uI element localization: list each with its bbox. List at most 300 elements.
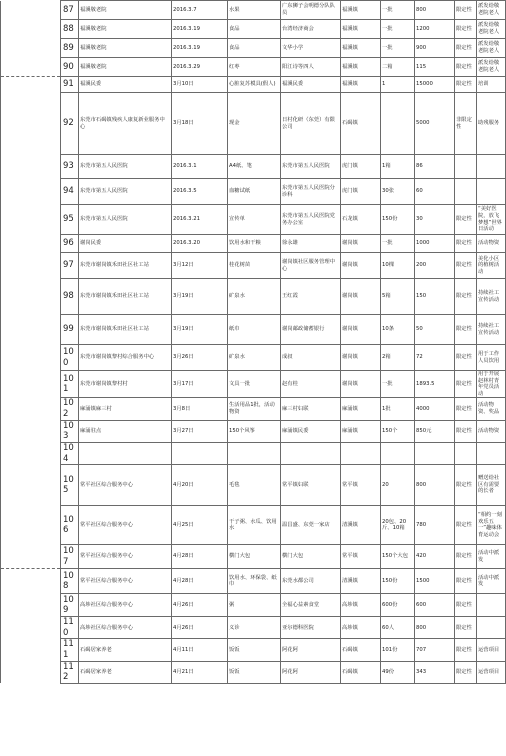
donor-name: 阿花阿	[281, 639, 341, 661]
donated-item: 食品	[228, 20, 281, 39]
beneficiary-unit: 福溪民委	[79, 77, 172, 93]
quantity: 150份	[381, 205, 415, 235]
section-spacer	[1, 1, 61, 20]
usage-type: 限定性	[455, 569, 477, 594]
donation-date: 3月18日	[172, 93, 228, 155]
table-row	[1, 661, 506, 683]
row-number: 90	[61, 58, 79, 77]
amount: 707	[415, 639, 455, 661]
receiving-town: 福溪镇	[341, 20, 381, 39]
donated-item: A4纸、笔	[228, 155, 281, 179]
amount: 800	[415, 465, 455, 506]
table-row	[1, 545, 506, 569]
amount: 800	[415, 617, 455, 639]
section-spacer	[1, 93, 61, 155]
beneficiary-unit: 高埗社区综合服务中心	[79, 617, 172, 639]
remark: 派发给敬老院老人	[477, 1, 506, 20]
remark: 活动物资	[477, 420, 506, 442]
amount: 72	[415, 345, 455, 371]
section-spacer	[1, 253, 61, 279]
row-number: 112	[61, 661, 79, 683]
amount: 60	[415, 179, 455, 205]
remark: 持续社工宣传活动	[477, 315, 506, 345]
donated-item	[228, 442, 281, 464]
usage-type: 限定性	[455, 39, 477, 58]
quantity: 一批	[381, 1, 415, 20]
donated-item: 水果	[228, 1, 281, 20]
donated-item: 血糖试纸	[228, 179, 281, 205]
row-number: 98	[61, 279, 79, 315]
usage-type: 限定性	[455, 58, 477, 77]
donation-date: 4月26日	[172, 594, 228, 617]
row-number: 101	[61, 371, 79, 398]
amount: 800	[415, 1, 455, 20]
donation-date: 4月28日	[172, 545, 228, 569]
quantity: 30张	[381, 179, 415, 205]
remark: 派发给敬老院老人	[477, 20, 506, 39]
donation-date: 2016.3.19	[172, 39, 228, 58]
receiving-town: 谢岗镇	[341, 253, 381, 279]
table-row	[1, 617, 506, 639]
row-number: 96	[61, 235, 79, 253]
quantity: 101份	[381, 639, 415, 661]
donated-item: 矿泉水	[228, 279, 281, 315]
row-number: 102	[61, 398, 79, 420]
donation-date: 4月11日	[172, 639, 228, 661]
section-spacer	[1, 179, 61, 205]
amount: 30	[415, 205, 455, 235]
usage-type: 限定性	[455, 371, 477, 398]
section-spacer	[1, 545, 61, 569]
section-spacer	[1, 315, 61, 345]
row-number: 106	[61, 506, 79, 545]
remark: 赠送给社区有需要的长者	[477, 465, 506, 506]
receiving-town: 福溪镇	[341, 77, 381, 93]
usage-type: 限定性	[455, 1, 477, 20]
donated-item: 饮用水和干粮	[228, 235, 281, 253]
section-spacer	[1, 371, 61, 398]
beneficiary-unit: 福溪敬老院	[79, 20, 172, 39]
receiving-town: 谢岗镇	[341, 371, 381, 398]
receiving-town: 高埗镇	[341, 617, 381, 639]
donor-name: 谢岗镇社区服务管理中心	[281, 253, 341, 279]
row-number: 95	[61, 205, 79, 235]
donor-name: 徐永雄	[281, 235, 341, 253]
row-number: 111	[61, 639, 79, 661]
section-spacer	[1, 345, 61, 371]
amount: 1500	[415, 569, 455, 594]
beneficiary-unit: 福溪敬老院	[79, 58, 172, 77]
table-row	[1, 253, 506, 279]
beneficiary-unit: 东莞市谢岗镇禾田社区社工站	[79, 279, 172, 315]
usage-type: 限定性	[455, 639, 477, 661]
row-number: 91	[61, 77, 79, 93]
donation-date: 4月28日	[172, 569, 228, 594]
usage-type: 限定性	[455, 594, 477, 617]
usage-type	[455, 179, 477, 205]
row-number: 94	[61, 179, 79, 205]
donated-item: 红枣	[228, 58, 281, 77]
row-number: 109	[61, 594, 79, 617]
table-row	[1, 420, 506, 442]
quantity: 20包、20斤、10箱	[381, 506, 415, 545]
table-row	[1, 155, 506, 179]
quantity: 10棵	[381, 253, 415, 279]
table-row	[1, 1, 506, 20]
donation-date: 2016.3.21	[172, 205, 228, 235]
beneficiary-unit: 东莞市谢岗镇禾田社区社工站	[79, 253, 172, 279]
donated-item: 横门大包	[228, 545, 281, 569]
quantity: 150个大包	[381, 545, 415, 569]
receiving-town: 高埗镇	[341, 594, 381, 617]
remark: 派发给敬老院老人	[477, 58, 506, 77]
beneficiary-unit: 石碣居家养老	[79, 639, 172, 661]
usage-type: 限定性	[455, 205, 477, 235]
donor-name: 东莞市第五人民医院	[281, 155, 341, 179]
donation-date: 3月19日	[172, 315, 228, 345]
row-number: 100	[61, 345, 79, 371]
beneficiary-unit: 高埗社区综合服务中心	[79, 594, 172, 617]
quantity: 二箱	[381, 58, 415, 77]
quantity: 一批	[381, 371, 415, 398]
donated-item: 粥	[228, 594, 281, 617]
remark	[477, 594, 506, 617]
section-spacer	[1, 465, 61, 506]
section-spacer	[1, 235, 61, 253]
amount: 1893.5	[415, 371, 455, 398]
receiving-town: 福溪镇	[341, 58, 381, 77]
donation-date	[172, 442, 228, 464]
donation-date: 3月26日	[172, 345, 228, 371]
donated-item: 生活用品1批，活动物资	[228, 398, 281, 420]
beneficiary-unit: 福溪敬老院	[79, 1, 172, 20]
remark: 用于工作人员饮用	[477, 345, 506, 371]
section-spacer	[1, 20, 61, 39]
donor-name: 阿花阿	[281, 661, 341, 683]
quantity: 49份	[381, 661, 415, 683]
donation-date: 4月25日	[172, 506, 228, 545]
donated-item: 宣传单	[228, 205, 281, 235]
row-number: 99	[61, 315, 79, 345]
donation-date: 2016.3.20	[172, 235, 228, 253]
section-spacer	[1, 569, 61, 594]
donor-name: 谢岗邮政储蓄银行	[281, 315, 341, 345]
usage-type: 限定性	[455, 253, 477, 279]
table-row	[1, 58, 506, 77]
quantity: 150份	[381, 569, 415, 594]
table-row	[1, 315, 506, 345]
row-number: 92	[61, 93, 79, 155]
section-spacer	[1, 506, 61, 545]
remark	[477, 617, 506, 639]
donor-name: 福溪民委	[281, 77, 341, 93]
amount: 600	[415, 594, 455, 617]
receiving-town: 清溪镇	[341, 506, 381, 545]
row-number: 105	[61, 465, 79, 506]
remark: 美化小区的植树活动	[477, 253, 506, 279]
receiving-town	[341, 442, 381, 464]
receiving-town: 虎门镇	[341, 155, 381, 179]
donated-item: 现金	[228, 93, 281, 155]
usage-type	[455, 155, 477, 179]
table-row	[1, 442, 506, 464]
donor-name: 阳江诗等四人	[281, 58, 341, 77]
row-number: 107	[61, 545, 79, 569]
donation-date: 2016.3.1	[172, 155, 228, 179]
beneficiary-unit: 福溪敬老院	[79, 39, 172, 58]
donation-date: 3月8日	[172, 398, 228, 420]
amount: 1000	[415, 235, 455, 253]
usage-type: 限定性	[455, 235, 477, 253]
receiving-town: 石碣镇	[341, 93, 381, 155]
donation-date: 3月10日	[172, 77, 228, 93]
donor-name: 文华小学	[281, 39, 341, 58]
table-row	[1, 465, 506, 506]
row-number: 103	[61, 420, 79, 442]
donation-date: 2016.3.29	[172, 58, 228, 77]
amount: 50	[415, 315, 455, 345]
row-number: 89	[61, 39, 79, 58]
amount: 850元	[415, 420, 455, 442]
amount: 150	[415, 279, 455, 315]
amount: 5000	[415, 93, 455, 155]
usage-type: 限定性	[455, 617, 477, 639]
quantity: 2箱	[381, 345, 415, 371]
remark: 活动中派发	[477, 545, 506, 569]
beneficiary-unit: 东莞市石碣镇残疾人康复新业服务中心	[79, 93, 172, 155]
donation-date: 2016.3.7	[172, 1, 228, 20]
row-number: 93	[61, 155, 79, 179]
beneficiary-unit: 常平社区综合服务中心	[79, 506, 172, 545]
donated-item: 饭饭	[228, 639, 281, 661]
row-number: 110	[61, 617, 79, 639]
row-number: 88	[61, 20, 79, 39]
donor-name: 横门大包	[281, 545, 341, 569]
amount: 900	[415, 39, 455, 58]
table-row	[1, 205, 506, 235]
donor-name: 全福心益素食堂	[281, 594, 341, 617]
receiving-town: 常平镇	[341, 465, 381, 506]
receiving-town: 福溪镇	[341, 1, 381, 20]
section-spacer	[1, 639, 61, 661]
table-row	[1, 179, 506, 205]
receiving-town: 谢岗镇	[341, 345, 381, 371]
table-row	[1, 93, 506, 155]
remark	[477, 442, 506, 464]
remark: “相约一刻 欢乐五一”趣味体育运动会	[477, 506, 506, 545]
table-row	[1, 20, 506, 39]
beneficiary-unit: 东莞市第五人民医院	[79, 179, 172, 205]
donated-item: 桂花树苗	[228, 253, 281, 279]
amount: 780	[415, 506, 455, 545]
usage-type: 限定性	[455, 398, 477, 420]
receiving-town: 常平镇	[341, 545, 381, 569]
donor-name: 赵有桂	[281, 371, 341, 398]
remark: 持续社工宣传活动	[477, 279, 506, 315]
section-spacer	[1, 398, 61, 420]
beneficiary-unit: 东莞市第五人民医院	[79, 155, 172, 179]
usage-type: 非限定性	[455, 93, 477, 155]
receiving-town: 谢岗镇	[341, 235, 381, 253]
usage-type: 限定性	[455, 420, 477, 442]
quantity: 一批	[381, 20, 415, 39]
receiving-town: 麻涌镇	[341, 420, 381, 442]
beneficiary-unit: 常平社区综合服务中心	[79, 569, 172, 594]
section-spacer	[1, 594, 61, 617]
usage-type: 限定性	[455, 20, 477, 39]
receiving-town: 石龙镇	[341, 205, 381, 235]
donor-name: 日村化研（东莞）有限公司	[281, 93, 341, 155]
donation-date: 2016.3.19	[172, 20, 228, 39]
donation-date: 4月26日	[172, 617, 228, 639]
amount: 115	[415, 58, 455, 77]
table-row	[1, 77, 506, 93]
table-row	[1, 398, 506, 420]
remark: 助残服务	[477, 93, 506, 155]
table-row	[1, 371, 506, 398]
section-spacer	[1, 77, 61, 93]
remark: 活动物资	[477, 235, 506, 253]
quantity: 20	[381, 465, 415, 506]
donor-name: 东莞市第五人民医院党务办公室	[281, 205, 341, 235]
beneficiary-unit: 石碣居家养老	[79, 661, 172, 683]
quantity: 一批	[381, 39, 415, 58]
section-spacer	[1, 442, 61, 464]
usage-type: 限定性	[455, 545, 477, 569]
quantity: 1批	[381, 398, 415, 420]
receiving-town: 石碣镇	[341, 639, 381, 661]
donation-date: 3月27日	[172, 420, 228, 442]
donated-item: 食品	[228, 39, 281, 58]
beneficiary-unit: 东莞市谢岗镇黎村村	[79, 371, 172, 398]
donor-name: 温昌盛、东莞一家店	[281, 506, 341, 545]
donor-name: 成叔	[281, 345, 341, 371]
quantity: 一批	[381, 235, 415, 253]
receiving-town: 谢岗镇	[341, 315, 381, 345]
beneficiary-unit: 谢岗民委	[79, 235, 172, 253]
section-spacer	[1, 205, 61, 235]
remark: 培训	[477, 77, 506, 93]
usage-type: 限定性	[455, 77, 477, 93]
section-spacer	[1, 617, 61, 639]
remark: 派发给敬老院老人	[477, 39, 506, 58]
donated-item: 干子粥、水瓜、饮用水	[228, 506, 281, 545]
section-spacer	[1, 39, 61, 58]
remark: 活动物资、奖品	[477, 398, 506, 420]
table-row	[1, 345, 506, 371]
table-row	[1, 235, 506, 253]
donated-item: 矿泉水	[228, 345, 281, 371]
usage-type: 限定性	[455, 345, 477, 371]
row-number: 87	[61, 1, 79, 20]
remark	[477, 179, 506, 205]
beneficiary-unit: 常平社区综合服务中心	[79, 545, 172, 569]
usage-type: 限定性	[455, 279, 477, 315]
quantity: 1	[381, 77, 415, 93]
quantity: 5箱	[381, 279, 415, 315]
donation-date: 3月17日	[172, 371, 228, 398]
remark: 用于开展赵林村青年党员活动	[477, 371, 506, 398]
amount	[415, 442, 455, 464]
receiving-town: 清溪镇	[341, 569, 381, 594]
donated-item: 150个风筝	[228, 420, 281, 442]
row-number: 108	[61, 569, 79, 594]
amount: 1200	[415, 20, 455, 39]
section-spacer	[1, 155, 61, 179]
donated-item: 饮用水、环保袋、纸巾	[228, 569, 281, 594]
beneficiary-unit: 东莞市谢岗镇禾田社区社工站	[79, 315, 172, 345]
section-spacer	[1, 279, 61, 315]
donation-date: 4月20日	[172, 465, 228, 506]
section-spacer	[1, 420, 61, 442]
donor-name: 东莞水都公司	[281, 569, 341, 594]
donor-name: 麻涌镇民委	[281, 420, 341, 442]
remark: 活动中派发	[477, 569, 506, 594]
amount: 200	[415, 253, 455, 279]
quantity: 1箱	[381, 155, 415, 179]
donor-name: 东莞市第五人民医院分诊科	[281, 179, 341, 205]
donor-name: 王红霞	[281, 279, 341, 315]
donated-item: 纸巾	[228, 315, 281, 345]
quantity	[381, 93, 415, 155]
row-number: 104	[61, 442, 79, 464]
usage-type: 限定性	[455, 506, 477, 545]
table-row	[1, 639, 506, 661]
quantity: 60人	[381, 617, 415, 639]
quantity: 10条	[381, 315, 415, 345]
beneficiary-unit	[79, 442, 172, 464]
table-row	[1, 39, 506, 58]
amount: 15000	[415, 77, 455, 93]
table-row	[1, 594, 506, 617]
donor-name: 麻三村妇联	[281, 398, 341, 420]
donated-item: 心脏复苏模具(假人)	[228, 77, 281, 93]
row-number: 97	[61, 253, 79, 279]
remark: 运营项目	[477, 661, 506, 683]
donation-date: 2016.3.5	[172, 179, 228, 205]
table-row	[1, 279, 506, 315]
donor-name	[281, 442, 341, 464]
donor-name: 常平镇妇联	[281, 465, 341, 506]
donated-item: 饭饭	[228, 661, 281, 683]
beneficiary-unit: 麻涌驻点	[79, 420, 172, 442]
usage-type: 限定性	[455, 661, 477, 683]
donor-name: 广东狮子会明德分队队员	[281, 1, 341, 20]
beneficiary-unit: 东莞市谢岗镇黎村综合服务中心	[79, 345, 172, 371]
remark	[477, 155, 506, 179]
quantity: 150个	[381, 420, 415, 442]
usage-type	[455, 442, 477, 464]
remark: 运营项目	[477, 639, 506, 661]
donor-name: 台湾经济商会	[281, 20, 341, 39]
donated-item: 义诊	[228, 617, 281, 639]
donor-name: 亚尔德科医院	[281, 617, 341, 639]
amount: 420	[415, 545, 455, 569]
donation-date: 3月12日	[172, 253, 228, 279]
section-spacer	[1, 58, 61, 77]
receiving-town: 虎门镇	[341, 179, 381, 205]
beneficiary-unit: 麻涌镇麻三村	[79, 398, 172, 420]
quantity: 600份	[381, 594, 415, 617]
donated-item: 毛毯	[228, 465, 281, 506]
receiving-town: 石碣镇	[341, 661, 381, 683]
usage-type: 限定性	[455, 465, 477, 506]
usage-type: 限定性	[455, 315, 477, 345]
receiving-town: 谢岗镇	[341, 279, 381, 315]
amount: 4000	[415, 398, 455, 420]
donation-date: 4月21日	[172, 661, 228, 683]
beneficiary-unit: 常平社区综合服务中心	[79, 465, 172, 506]
